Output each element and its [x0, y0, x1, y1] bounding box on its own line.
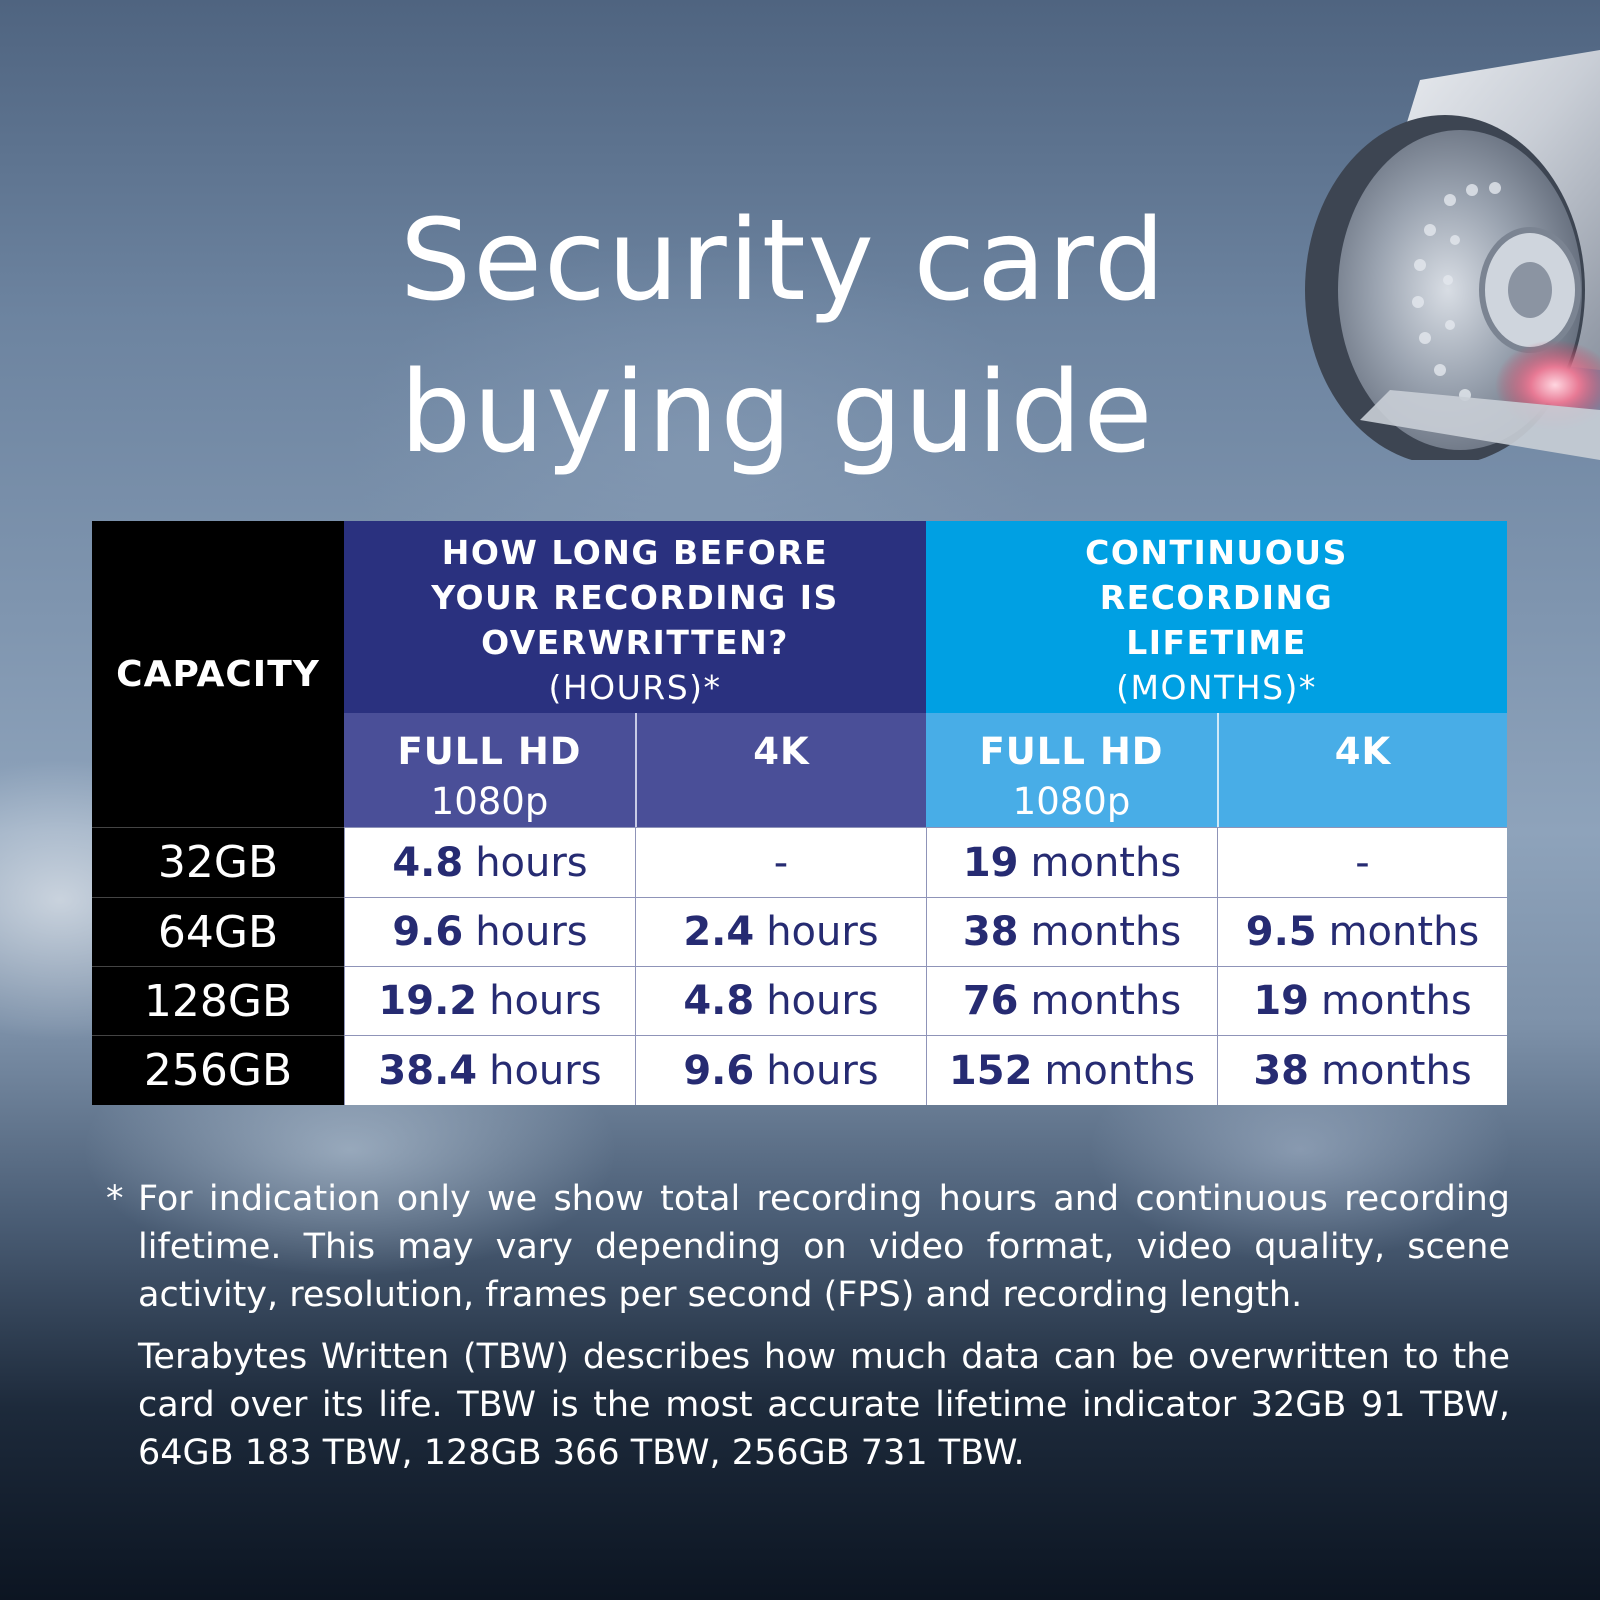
table-cell: 38 months — [926, 897, 1217, 966]
table-cell: 9.6 hours — [344, 897, 635, 966]
table-cell: 19 months — [926, 827, 1217, 897]
overwrite-hours-group-header — [344, 521, 926, 713]
table-cell: 38 months — [1217, 1035, 1507, 1105]
group-title: HOW LONG BEFORE YOUR RECORDING IS OVERWRITTEN? — [431, 533, 839, 662]
footnote-text: For indication only we show total recording hours and continuous recording lifetime. This may vary depending on video format, video quality, scene activity, resolution, frames per second (FPS) and recording length. — [138, 1179, 1510, 1315]
group-unit: (HOURS)* — [548, 668, 722, 707]
subheader-fullhd-months: FULL HD 1080p — [926, 713, 1217, 827]
capacity-cell: 32GB — [92, 827, 344, 897]
footnotes — [100, 1175, 1510, 1491]
capacity-cell: 128GB — [92, 966, 344, 1035]
table-cell: 38.4 hours — [344, 1035, 635, 1105]
table-cell: 9.5 months — [1217, 897, 1507, 966]
recording-lifetime-group-header — [926, 521, 1507, 713]
group-unit: (MONTHS)* — [1116, 668, 1317, 707]
capacity-header: CAPACITY — [92, 521, 344, 827]
table-cell: - — [635, 827, 926, 897]
asterisk: * — [106, 1179, 124, 1219]
footnote-indication — [100, 1175, 1510, 1319]
footnote-tbw — [100, 1333, 1510, 1477]
table-cell: 4.8 hours — [635, 966, 926, 1035]
subheader-4k-months: 4K — [1217, 713, 1507, 827]
table-cell: - — [1217, 827, 1507, 897]
title-line-2: buying guide — [400, 348, 1155, 479]
buying-guide-table — [92, 521, 1507, 1105]
table-cell: 4.8 hours — [344, 827, 635, 897]
table-cell: 9.6 hours — [635, 1035, 926, 1105]
page-title — [400, 185, 1220, 489]
security-camera-icon — [1300, 40, 1600, 460]
table-cell: 2.4 hours — [635, 897, 926, 966]
table-cell: 19 months — [1217, 966, 1507, 1035]
table-cell: 19.2 hours — [344, 966, 635, 1035]
title-line-1: Security card — [400, 196, 1167, 327]
subheader-4k-hours: 4K — [635, 713, 926, 827]
footnote-text: Terabytes Written (TBW) describes how much data can be overwritten to the card over its life. TBW is the most accurate lifetime indicator 32GB 91 TBW, 64GB 183 TBW, 128GB 366 TBW, 256GB 731 TBW. — [138, 1337, 1510, 1473]
table-cell: 76 months — [926, 966, 1217, 1035]
capacity-cell: 256GB — [92, 1035, 344, 1105]
group-title: CONTINUOUS RECORDING LIFETIME — [1085, 533, 1348, 662]
subheader-fullhd-hours: FULL HD 1080p — [344, 713, 635, 827]
table-cell: 152 months — [926, 1035, 1217, 1105]
capacity-cell: 64GB — [92, 897, 344, 966]
